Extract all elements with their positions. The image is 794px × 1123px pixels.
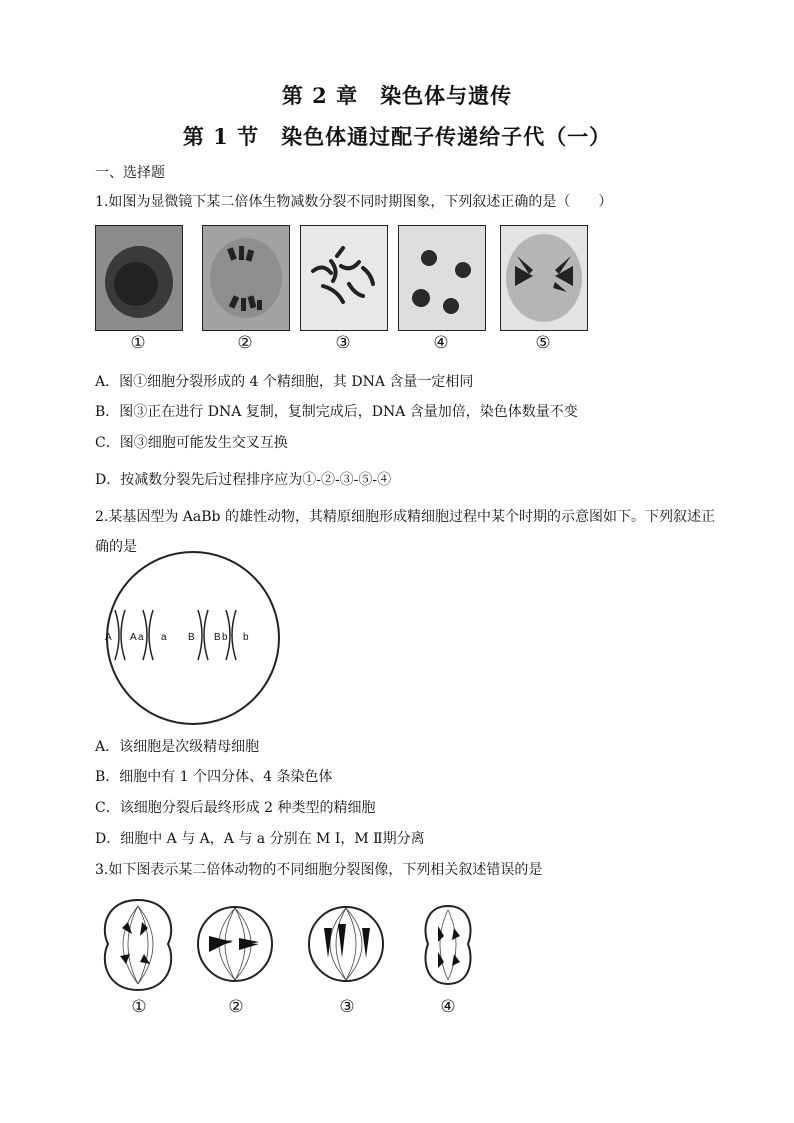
q1-option-a: A．图①细胞分裂形成的 4 个精细胞，其 DNA 含量一定相同 xyxy=(95,374,474,390)
cell-division-figure-2 xyxy=(195,898,275,992)
gene-label: a xyxy=(138,632,144,643)
question-1-stem: 1.如图为显微镜下某二倍体生物减数分裂不同时期图象，下列叙述正确的是（ ） xyxy=(95,194,613,210)
micrograph-label-2: ② xyxy=(237,333,253,353)
question-2-stem-line1: 2.某基因型为 AaBb 的雄性动物，其精原细胞形成精细胞过程中某个时期的示意图如下。下列叙述正 xyxy=(95,509,715,525)
section-title: 第 1 节 染色体通过配子传递给子代（一） xyxy=(182,124,612,149)
micrograph-3 xyxy=(300,225,388,331)
cell-division-figure-3 xyxy=(306,898,386,992)
micrograph-label-5: ⑤ xyxy=(535,333,551,353)
gene-label: B xyxy=(214,632,221,643)
division-label-4: ④ xyxy=(440,997,456,1017)
q1-option-c: C．图③细胞可能发生交叉互换 xyxy=(95,435,288,451)
micrograph-1 xyxy=(95,225,183,331)
gene-label: b xyxy=(243,632,249,643)
q1-option-b: B．图③正在进行 DNA 复制，复制完成后，DNA 含量加倍，染色体数量不变 xyxy=(95,404,578,420)
question-3-stem: 3.如下图表示某二倍体动物的不同细胞分裂图像，下列相关叙述错误的是 xyxy=(95,862,543,878)
gene-label: A xyxy=(105,632,112,643)
q2-option-a: A．该细胞是次级精母细胞 xyxy=(95,739,260,755)
q2-option-b: B．细胞中有 1 个四分体、4 条染色体 xyxy=(95,769,333,785)
gene-label: B xyxy=(188,632,195,643)
division-label-3: ③ xyxy=(339,997,355,1017)
q2-option-c: C．该细胞分裂后最终形成 2 种类型的精细胞 xyxy=(95,800,376,816)
division-label-1: ① xyxy=(131,997,147,1017)
cell-division-figure-4 xyxy=(418,898,478,992)
micrograph-label-3: ③ xyxy=(335,333,351,353)
chapter-title: 第 2 章 染色体与遗传 xyxy=(281,83,513,108)
micrograph-4 xyxy=(398,225,486,331)
division-label-2: ② xyxy=(228,997,244,1017)
micrograph-5 xyxy=(500,225,588,331)
micrograph-2 xyxy=(202,225,290,331)
cell-division-figure-1 xyxy=(98,898,178,992)
q1-option-d: D．按减数分裂先后过程排序应为①-②-③-⑤-④ xyxy=(95,472,392,488)
question-2-stem-line2: 确的是 xyxy=(95,539,137,555)
q2-option-d: D．细胞中 A 与 A，A 与 a 分别在 M Ⅰ，M Ⅱ期分离 xyxy=(95,831,425,847)
gene-label: a xyxy=(161,632,167,643)
micrograph-label-4: ④ xyxy=(433,333,449,353)
part-heading: 一、选择题 xyxy=(95,165,165,181)
gene-label: A xyxy=(130,632,137,643)
gene-label: b xyxy=(222,632,228,643)
micrograph-label-1: ① xyxy=(130,333,146,353)
tetrad-cell-diagram xyxy=(103,570,283,710)
